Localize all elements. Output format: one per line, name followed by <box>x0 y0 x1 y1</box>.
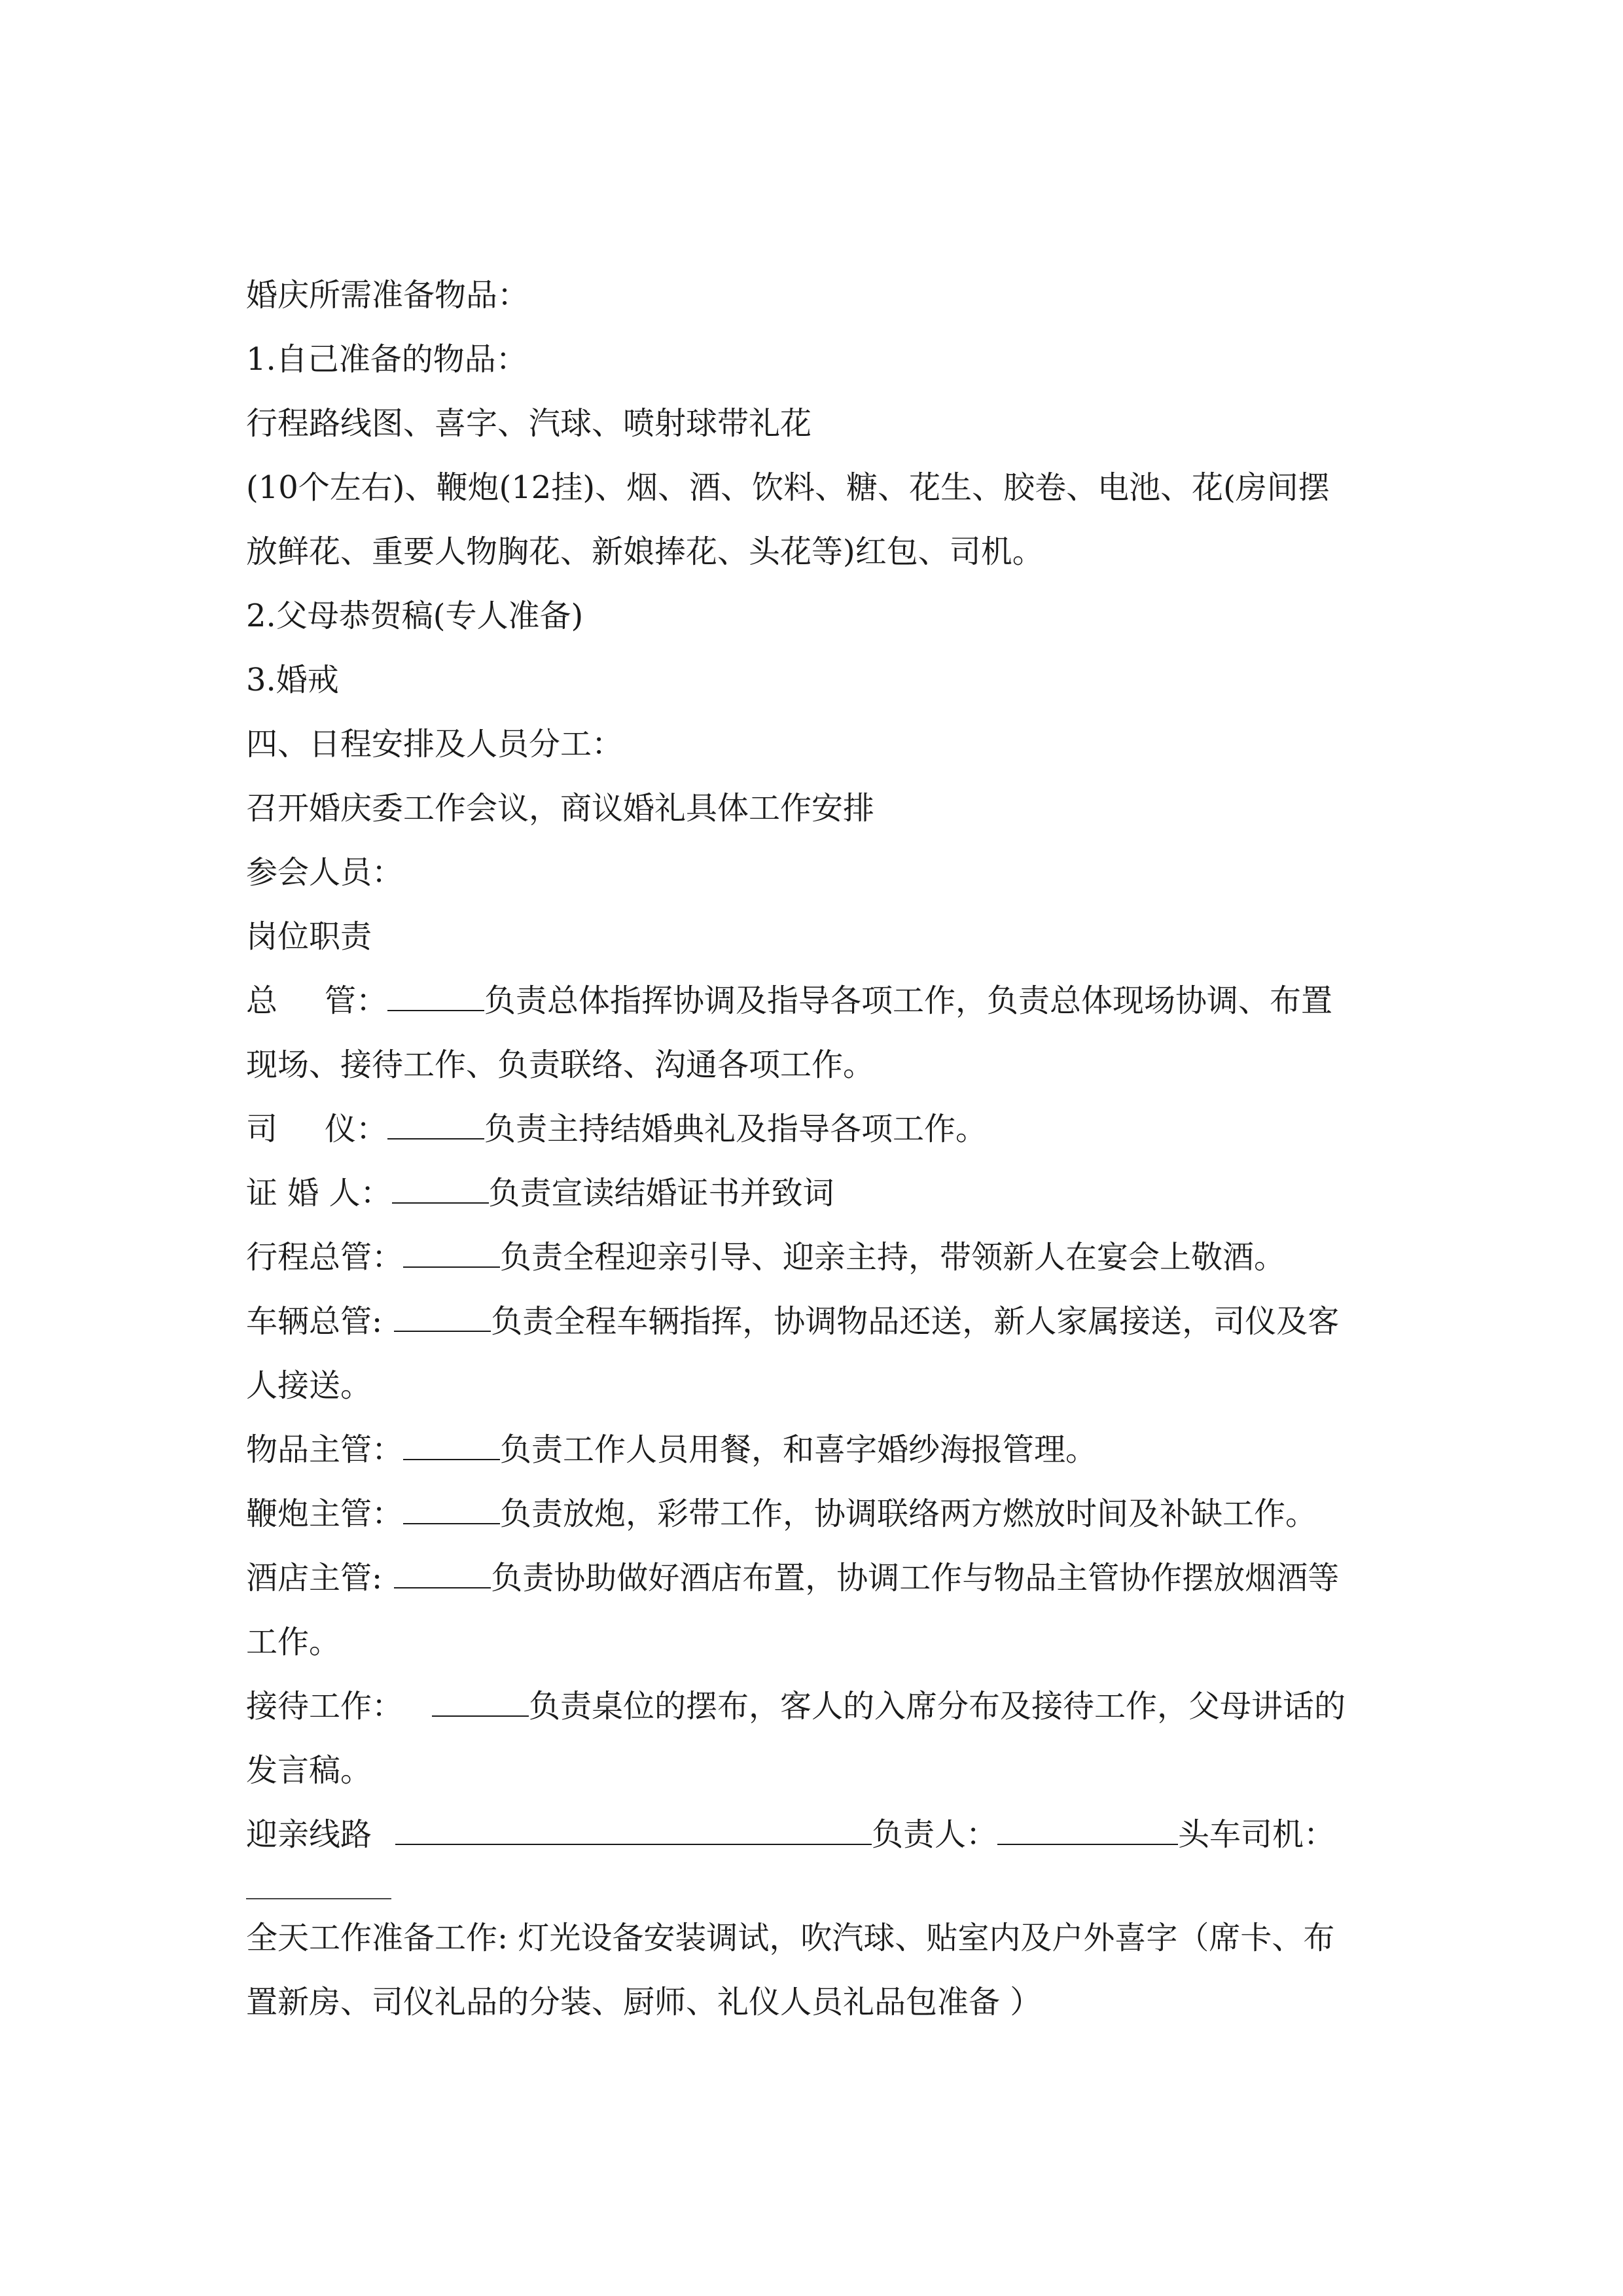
role-witness <box>246 1161 1380 1225</box>
role-goods <box>246 1418 1380 1482</box>
route-driver-label: 头车司机： <box>1178 1816 1336 1853</box>
name-blank <box>432 1677 529 1717</box>
name-blank <box>403 1485 500 1524</box>
role-chief-text: 负责总体指挥协调及指导各项工作，负责总体现场协调、布置 <box>484 982 1333 1019</box>
role-chief <box>246 969 1380 1033</box>
role-chief-label-a: 总 <box>246 982 278 1019</box>
route-label: 迎亲线路 <box>246 1816 372 1853</box>
route-blank <box>395 1806 872 1845</box>
fullday-line2: 置新房、司仪礼品的分装、厨师、礼仪人员礼品包准备 ） <box>246 1984 1042 2020</box>
fullday-line1: 全天工作准备工作: 灯光设备安装调试，吹汽球、贴室内及户外喜字（席卡、布 <box>246 1920 1335 1956</box>
route-person-label: 负责人： <box>872 1816 998 1853</box>
name-blank <box>387 1100 484 1139</box>
role-chief-label-b: 管： <box>325 982 388 1019</box>
role-emcee-text: 负责主持结婚典礼及指导各项工作。 <box>484 1111 988 1147</box>
item3: 3.婚戒 <box>246 662 339 698</box>
name-blank <box>387 972 484 1011</box>
role-hotel-label: 酒店主管: <box>246 1560 383 1596</box>
name-blank <box>392 1164 489 1204</box>
attendees-line: 参会人员： <box>246 854 404 891</box>
role-witness-label: 证 婚 人： <box>246 1175 392 1211</box>
role-vehicle-cont: 人接送。 <box>246 1367 372 1404</box>
role-emcee <box>246 1097 1380 1161</box>
item1-title: 1.自己准备的物品： <box>246 341 527 378</box>
role-hotel-cont: 工作。 <box>246 1624 341 1660</box>
name-blank <box>403 1229 500 1268</box>
role-chief-cont: 现场、接待工作、负责联络、沟通各项工作。 <box>246 1047 875 1083</box>
driver-blank-line <box>246 1898 391 1899</box>
role-itinerary <box>246 1225 1380 1289</box>
role-hotel-text: 负责协助做好酒店布置，协调工作与物品主管协作摆放烟酒等 <box>491 1560 1340 1596</box>
name-blank <box>394 1549 491 1588</box>
role-goods-text: 负责工作人员用餐，和喜字婚纱海报管理。 <box>500 1431 1097 1468</box>
section4-title: 四、日程安排及人员分工： <box>246 726 624 762</box>
role-reception <box>246 1674 1380 1738</box>
item1-line2: (10个左右)、鞭炮(12挂)、烟、酒、饮料、糖、花生、胶卷、电池、花(房间摆 <box>246 469 1330 506</box>
heading: 婚庆所需准备物品： <box>246 277 529 314</box>
item1-line1: 行程路线图、喜字、汽球、喷射球带礼花 <box>246 405 812 442</box>
person-blank <box>997 1806 1178 1845</box>
role-firecracker-text: 负责放炮，彩带工作，协调联络两方燃放时间及补缺工作。 <box>500 1496 1317 1532</box>
role-reception-text: 负责桌位的摆布，客人的入席分布及接待工作，父母讲话的 <box>529 1688 1346 1725</box>
role-reception-cont: 发言稿。 <box>246 1752 372 1789</box>
item2: 2.父母恭贺稿(专人准备) <box>246 598 584 634</box>
role-reception-label: 接待工作： <box>246 1688 404 1725</box>
role-itinerary-label: 行程总管： <box>246 1239 404 1276</box>
role-goods-label: 物品主管： <box>246 1431 404 1468</box>
name-blank <box>394 1293 491 1332</box>
role-hotel <box>246 1546 1380 1610</box>
role-firecracker-label: 鞭炮主管： <box>246 1496 404 1532</box>
document-body <box>246 263 1380 2034</box>
role-emcee-label-a: 司 <box>246 1111 278 1147</box>
name-blank <box>403 1421 500 1460</box>
route-line <box>246 1803 1380 1867</box>
role-itinerary-text: 负责全程迎亲引导、迎亲主持，带领新人在宴会上敬酒。 <box>500 1239 1286 1276</box>
role-vehicle <box>246 1289 1380 1354</box>
duty-header: 岗位职责 <box>246 918 372 955</box>
item1-line3: 放鲜花、重要人物胸花、新娘捧花、头花等)红包、司机。 <box>246 533 1044 570</box>
role-vehicle-label: 车辆总管: <box>246 1303 383 1340</box>
role-vehicle-text: 负责全程车辆指挥，协调物品还送，新人家属接送，司仪及客 <box>491 1303 1340 1340</box>
meeting-line: 召开婚庆委工作会议，商议婚礼具体工作安排 <box>246 790 875 827</box>
role-firecracker <box>246 1482 1380 1546</box>
role-witness-text: 负责宣读结婚证书并致词 <box>488 1175 834 1211</box>
role-emcee-label-b: 仪： <box>325 1111 388 1147</box>
